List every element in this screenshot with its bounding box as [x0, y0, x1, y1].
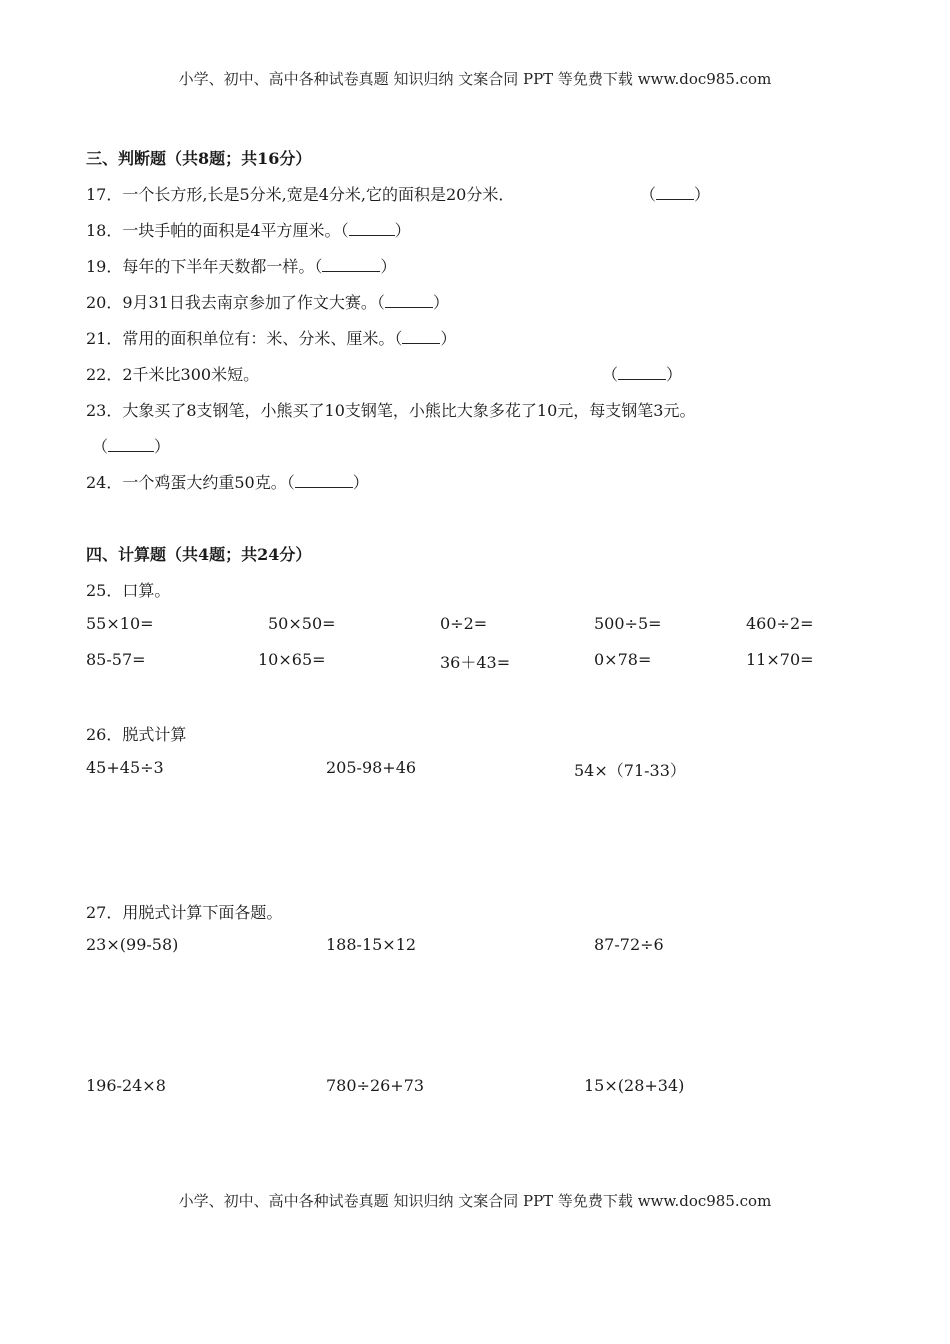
- answer-blank-17[interactable]: （ ）: [640, 185, 711, 204]
- question-number: 22．: [86, 365, 123, 384]
- section-title-calculation: 四、计算题（共4题；共24分）: [86, 545, 312, 564]
- question-22: [86, 362, 259, 385]
- calc-item: 87-72÷6: [594, 935, 664, 954]
- question-number: 18．: [86, 221, 123, 240]
- question-20: [86, 290, 449, 313]
- question-text: 2千米比300米短。: [122, 365, 260, 384]
- question-number: 20．: [86, 293, 123, 312]
- answer-blank-20[interactable]: （ ）: [376, 293, 449, 312]
- question-number: 21．: [86, 329, 123, 348]
- calc-item: 45+45÷3: [86, 758, 164, 777]
- question-text: 一块手帕的面积是4平方厘米。: [122, 221, 341, 240]
- calc-item: 780÷26+73: [326, 1076, 425, 1095]
- answer-blank-21[interactable]: （ ）: [394, 329, 457, 348]
- page-header: 小学、初中、高中各种试卷真题 知识归纳 文案合同 PPT 等免费下载 www.doc985.com: [178, 70, 772, 88]
- question-18: [86, 218, 411, 241]
- calc-item: 188-15×12: [326, 935, 417, 954]
- answer-blank-24[interactable]: （ ）: [286, 473, 369, 492]
- question-text: 一个长方形,长是5分米,宽是4分米,它的面积是20分米．: [122, 185, 515, 204]
- question-27-label: 27．用脱式计算下面各题。: [86, 903, 283, 922]
- calc-item: 196-24×8: [86, 1076, 166, 1095]
- question-25-label: 25．口算。: [86, 581, 171, 600]
- question-21: [86, 326, 456, 349]
- answer-blank-23[interactable]: （ ）: [92, 437, 171, 456]
- calc-item: 54×（71-33）: [574, 761, 686, 780]
- answer-blank-18[interactable]: （ ）: [340, 221, 411, 240]
- calc-item: 15×(28+34): [584, 1076, 685, 1095]
- question-24: [86, 470, 369, 493]
- question-text: 每年的下半年天数都一样。: [122, 257, 315, 276]
- page-footer: 小学、初中、高中各种试卷真题 知识归纳 文案合同 PPT 等免费下载 www.doc985.com: [178, 1192, 772, 1210]
- calc-item: 23×(99-58): [86, 935, 179, 954]
- question-number: 24．: [86, 473, 123, 492]
- calc-item: 205-98+46: [326, 758, 417, 777]
- calc-item: 50×50=: [268, 614, 336, 633]
- question-26-label: 26．脱式计算: [86, 725, 187, 744]
- question-text: 常用的面积单位有：米、分米、厘米。: [122, 329, 395, 348]
- calc-item: 10×65=: [258, 650, 326, 669]
- calc-item: 0×78=: [594, 650, 652, 669]
- calc-item: 460÷2=: [746, 614, 814, 633]
- answer-blank-19[interactable]: （ ）: [314, 257, 397, 276]
- calc-item: 500÷5=: [594, 614, 662, 633]
- question-text: 一个鸡蛋大约重50克。: [122, 473, 287, 492]
- question-number: 19．: [86, 257, 123, 276]
- calc-item: 36＋43=: [440, 653, 511, 672]
- question-text: 9月31日我去南京参加了作文大赛。: [122, 293, 377, 312]
- question-number: 17．: [86, 185, 123, 204]
- answer-blank-22[interactable]: （ ）: [602, 365, 683, 384]
- question-text: 大象买了8支钢笔，小熊买了10支钢笔，小熊比大象多花了10元，每支钢笔3元。: [122, 401, 696, 420]
- calc-item: 11×70=: [746, 650, 814, 669]
- question-17: [86, 182, 514, 205]
- question-number: 23．: [86, 401, 123, 420]
- calc-item: 0÷2=: [440, 614, 488, 633]
- calc-item: 85-57=: [86, 650, 146, 669]
- section-title-judgment: 三、判断题（共8题；共16分）: [86, 149, 312, 168]
- question-23: [86, 398, 695, 421]
- question-19: [86, 254, 396, 277]
- calc-item: 55×10=: [86, 614, 154, 633]
